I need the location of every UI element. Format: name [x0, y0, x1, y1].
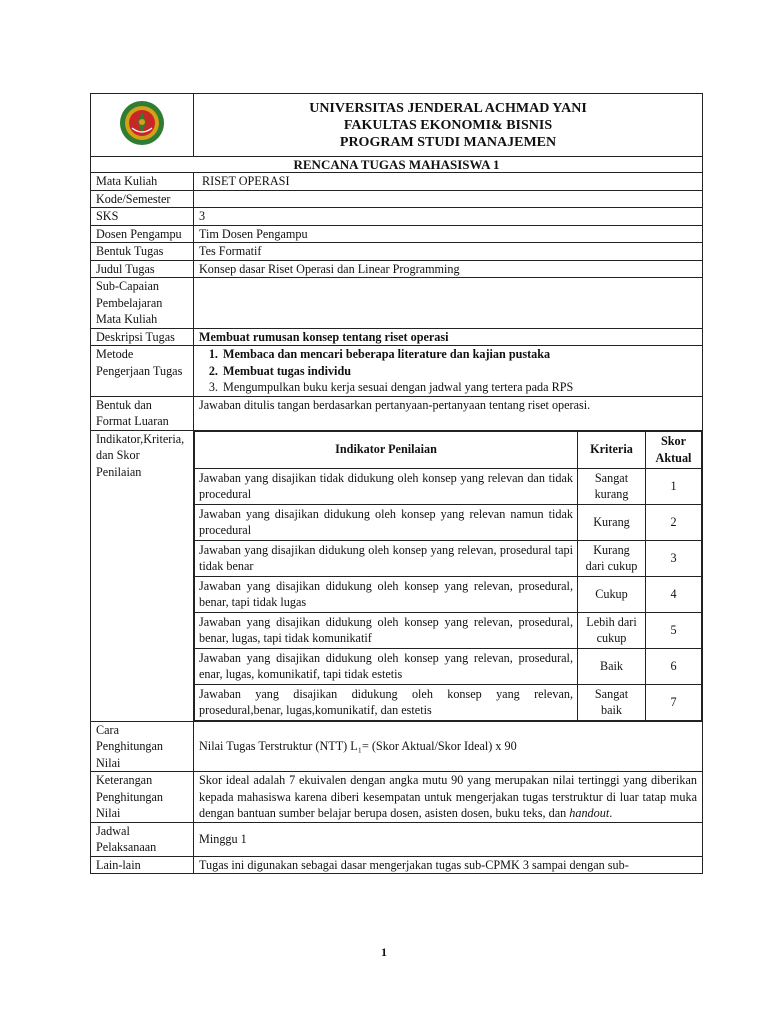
value-metode — [194, 346, 703, 397]
label-cara-penghitungan: Cara Penghitungan Nilai — [91, 721, 194, 772]
rubric-row — [195, 576, 702, 612]
rubric-kriteria: Sangat kurang — [578, 468, 646, 504]
label-keterangan: Keterangan Penghitungan Nilai — [91, 772, 194, 823]
rubric-skor: 6 — [646, 648, 702, 684]
label-subcapaian: Sub-Capaian Pembelajaran Mata Kuliah — [91, 278, 194, 329]
label-dosen: Dosen Pengampu — [91, 225, 194, 243]
value-sks: 3 — [194, 208, 703, 226]
rubric-indikator: Jawaban yang disajikan didukung oleh konsep yang relevan, prosedural, enar, lugas, komunikatif, tapi tidak estetis — [195, 648, 578, 684]
rubric-skor: 1 — [646, 468, 702, 504]
label-deskripsi: Deskripsi Tugas — [91, 328, 194, 346]
rubric-kriteria: Lebih dari cukup — [578, 612, 646, 648]
rubric-indikator: Jawaban yang disajikan didukung oleh konsep yang relevan namun tidak procedural — [195, 504, 578, 540]
rubric-kriteria: Baik — [578, 648, 646, 684]
rubric-kriteria: Cukup — [578, 576, 646, 612]
institution-header — [194, 94, 703, 157]
metode-item: 1. Membaca dan mencari beberapa literature dan kajian pustaka — [221, 346, 697, 363]
form-title-row — [91, 157, 703, 173]
row-dosen — [91, 225, 703, 243]
logo-cell — [91, 94, 194, 157]
faculty-name: FAKULTAS EKONOMI& BISNIS — [343, 117, 553, 133]
value-format-luaran: Jawaban ditulis tangan berdasarkan pertanyaan-pertanyaan tentang riset operasi. — [194, 396, 703, 430]
rubric-row — [195, 504, 702, 540]
row-indikator — [91, 430, 703, 721]
rtm-document — [90, 93, 703, 874]
rubric-row — [195, 540, 702, 576]
row-judul-tugas — [91, 260, 703, 278]
value-lain-lain: Tugas ini digunakan sebagai dasar mengerjakan tugas sub-CPMK 3 sampai dengan sub- — [194, 856, 703, 874]
row-sks — [91, 208, 703, 226]
university-name: UNIVERSITAS JENDERAL ACHMAD YANI — [309, 100, 587, 116]
row-format-luaran — [91, 396, 703, 430]
row-subcapaian — [91, 278, 703, 329]
rubric-row — [195, 684, 702, 720]
rubric-indikator: Jawaban yang disajikan didukung oleh konsep yang relevan, prosedural tapi tidak benar — [195, 540, 578, 576]
rubric-kriteria: Kurang dari cukup — [578, 540, 646, 576]
value-mata-kuliah: RISET OPERASI — [194, 173, 703, 191]
rubric-skor: 2 — [646, 504, 702, 540]
rubric-skor: 7 — [646, 684, 702, 720]
rubric-skor: 3 — [646, 540, 702, 576]
row-keterangan — [91, 772, 703, 823]
row-mata-kuliah — [91, 173, 703, 191]
keterangan-end: . — [609, 806, 613, 820]
label-metode: Metode Pengerjaan Tugas — [91, 346, 194, 397]
rubric-skor: 5 — [646, 612, 702, 648]
rubric-kriteria: Sangat baik — [578, 684, 646, 720]
value-bentuk-tugas: Tes Formatif — [194, 243, 703, 261]
keterangan-italic: handout — [569, 806, 610, 820]
row-bentuk-tugas — [91, 243, 703, 261]
header-row — [91, 94, 703, 157]
rubric-header-indikator: Indikator Penilaian — [195, 431, 578, 468]
metode-item: 3. Mengumpulkan buku kerja sesuai dengan jadwal yang tertera pada RPS — [221, 379, 697, 396]
rubric-indikator: Jawaban yang disajikan didukung oleh konsep yang relevan, prosedural,benar, lugas,komunikatif, dan estetis — [195, 684, 578, 720]
rubric-indikator: Jawaban yang disajikan tidak didukung oleh konsep yang relevan dan tidak procedural — [195, 468, 578, 504]
label-format-luaran: Bentuk dan Format Luaran — [91, 396, 194, 430]
rubric-indikator: Jawaban yang disajikan didukung oleh konsep yang relevan, prosedural, benar, tapi tidak lugas — [195, 576, 578, 612]
row-jadwal — [91, 822, 703, 856]
metode-list — [199, 346, 697, 396]
row-kode — [91, 190, 703, 208]
rtm-table — [90, 93, 703, 874]
rubric-table — [194, 431, 702, 721]
label-jadwal: Jadwal Pelaksanaan — [91, 822, 194, 856]
label-indikator: Indikator,Kriteria, dan Skor Penilaian — [91, 430, 194, 721]
value-dosen: Tim Dosen Pengampu — [194, 225, 703, 243]
rubric-indikator: Jawaban yang disajikan didukung oleh konsep yang relevan, prosedural, benar, lugas, tapi tidak komunikatif — [195, 612, 578, 648]
value-cara-penghitungan: Nilai Tugas Terstruktur (NTT) L₁= (Skor Aktual/Skor Ideal) x 90 — [194, 721, 703, 772]
row-deskripsi — [91, 328, 703, 346]
label-judul-tugas: Judul Tugas — [91, 260, 194, 278]
row-metode — [91, 346, 703, 397]
rubric-kriteria: Kurang — [578, 504, 646, 540]
label-mata-kuliah: Mata Kuliah — [91, 173, 194, 191]
rubric-header-kriteria: Kriteria — [578, 431, 646, 468]
value-deskripsi: Membuat rumusan konsep tentang riset operasi — [194, 328, 703, 346]
value-subcapaian — [194, 278, 703, 329]
value-judul-tugas: Konsep dasar Riset Operasi dan Linear Programming — [194, 260, 703, 278]
row-cara-penghitungan — [91, 721, 703, 772]
rubric-header — [195, 431, 702, 468]
label-bentuk-tugas: Bentuk Tugas — [91, 243, 194, 261]
program-name: PROGRAM STUDI MANAJEMEN — [339, 134, 557, 150]
value-kode — [194, 190, 703, 208]
value-jadwal: Minggu 1 — [194, 822, 703, 856]
rubric-cell — [194, 430, 703, 721]
form-title: RENCANA TUGAS MAHASISWA 1 — [91, 157, 703, 173]
rubric-skor: 4 — [646, 576, 702, 612]
metode-item: 2. Membuat tugas individu — [221, 363, 697, 380]
rubric-row — [195, 612, 702, 648]
value-keterangan — [194, 772, 703, 823]
page-number: 1 — [381, 945, 387, 959]
rubric-row — [195, 648, 702, 684]
keterangan-text: Skor ideal adalah 7 ekuivalen dengan angka mutu 90 yang merupakan nilai tertinggi yang diberikan kepada mahasiswa karena diberi kesempatan untuk mengerjakan tugas terstruktur di luar tatap muka dengan bantuan sumber belajar berupa dosen, asisten dosen, buku teks, dan — [199, 773, 697, 820]
row-lain-lain — [91, 856, 703, 874]
rubric-header-skor: Skor Aktual — [646, 431, 702, 468]
label-sks: SKS — [91, 208, 194, 226]
label-kode: Kode/Semester — [91, 190, 194, 208]
label-lain-lain: Lain-lain — [91, 856, 194, 874]
rubric-row — [195, 468, 702, 504]
university-seal-icon — [119, 100, 165, 146]
